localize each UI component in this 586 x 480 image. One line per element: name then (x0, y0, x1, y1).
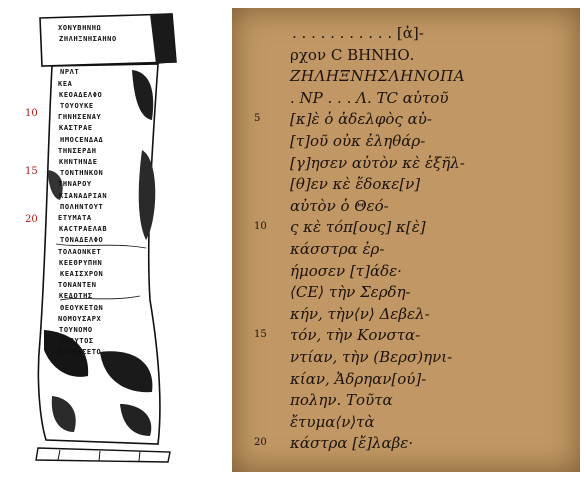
column-illustration (0, 0, 228, 480)
inscription-line: ΚΑΣΤΡΑΕ (59, 124, 93, 133)
inscription-line: ΚΕΑΙΣΧΡΟΝ (60, 270, 104, 278)
inscription-line: ΚΑΠΕΚΣΕΤΟ (58, 348, 102, 357)
inscription-line: ΧΟΝΥΒΗΝΗΩ (58, 24, 102, 32)
inscription-line: ΚΕΟΑΔΕΛΦΟ (59, 90, 103, 99)
edition-line: κάστρα [ἔ]λαβε· (290, 434, 414, 453)
edition-line: ρχον C ΒΗΝΗΟ. (290, 45, 415, 64)
edition-line: τόν, τὴν Κονστα- (290, 326, 421, 345)
edition-line-number: 15 (254, 329, 267, 341)
margin-number-15: 15 (25, 166, 38, 177)
edition-line: ήμοσεν [τ]άδε· (290, 261, 402, 280)
column-drawing (0, 0, 228, 480)
inscription-line: ΚΙΑΝΑΔΡΙΑΝ (59, 191, 108, 200)
inscription-line: ΚΗΝΤΗΝΔΕ (59, 158, 98, 166)
edition-line: [κ]ὲ ὁ ἀδελφὸς αὐ- (290, 110, 432, 129)
edition-line: κήν, τὴν⟨ν⟩ Δεβελ- (290, 304, 430, 323)
edition-line-number: 10 (254, 221, 267, 233)
edition-line: [γ]ησεν αὐτὸν κὲ ἐξῆλ- (290, 153, 465, 172)
inscription-line: ΓΗΝΗΣΕΝΑΥ (58, 113, 102, 122)
edition-line: ⟨CE⟩ τὴν Σερδη- (290, 283, 411, 302)
margin-number-10: 10 (25, 108, 38, 119)
edition-page (232, 8, 580, 472)
edition-line-number: 5 (254, 113, 261, 125)
edition-line: ἔτυμα⟨ν⟩τὰ (290, 412, 375, 431)
inscription-line: ΝΡΛΤ (60, 68, 80, 77)
inscription-line: ΚΕΔΟΤΗΣ (59, 292, 93, 301)
inscription-line: ΤΟΥΝΟΜΟ (59, 326, 93, 334)
edition-line: ντίαν, τὴν (Βερσ)ηνι- (290, 348, 453, 366)
inscription-line: ΤΟΝΤΗΝΚΟΝ (60, 169, 104, 178)
edition-line: κάσστρα ἐρ- (290, 240, 385, 258)
edition-line: [θ]εν κὲ ἔδοκε[ν] (290, 175, 421, 194)
inscription-line: ΤΟΛΑΟΝΚΕΤ (58, 247, 102, 256)
inscription-line: ΤΗΝΣΕΡΔΗ (58, 146, 97, 155)
edition-line: . . . . . . . . . . . [ἀ]- (292, 24, 424, 42)
edition-line: ς κὲ τόπ[ους] κ[ὲ] (290, 218, 426, 237)
margin-number-20: 20 (25, 214, 38, 225)
edition-line-number: 20 (254, 437, 267, 449)
inscription-line: ΤΟΝΑΔΕΛΦΟ (60, 236, 104, 245)
inscription-line: ΚΕΑ (58, 79, 73, 88)
inscription-line: ΤΗΝΑΡΟΥ (58, 180, 92, 189)
inscription-line: ΝΟΜΟΥΣΑΡΧ (58, 314, 102, 323)
edition-line: πολην. Τοῦτα (290, 391, 393, 410)
inscription-line: ΚΑCΤΡΑΕΛΑΒ (59, 225, 108, 234)
inscription-line: ΠΟΛΗΝΤΟΥΤ (60, 202, 104, 211)
inscription-line: ΖΗΛΗΞΝΗΣΑΗΝΟ (59, 35, 117, 44)
inscription-line: ΚΕΕΘΡΥΠΗΝ (59, 258, 103, 267)
inscription-line: ΤΟΝΑΝΤΕΝ (58, 281, 97, 290)
inscription-line: ΗΜΟCΕΝΔΑΔ (60, 135, 104, 144)
inscription-line: ΘΕΟΥΚΕΤΩΝ (60, 303, 104, 312)
edition-line: . ΝΡ . . . Λ. ΤC αὐτοῦ (290, 88, 449, 107)
inscription-line: ΤΟΥΟΥΚΕ (60, 102, 94, 110)
inscription-line: ΕΤΥΜΑΤΑ (58, 214, 92, 222)
edition-line: αὐτὸν ὁ Θεό- (290, 196, 389, 215)
edition-line: ΖΗΛΗΞΝΗΣΛΗΝΟΠΑ (290, 67, 466, 86)
inscription-line: ΚΕΟΥΤΟΣ (60, 337, 94, 346)
edition-line: κίαν, Ἀδρηαν[ού]- (290, 369, 427, 388)
edition-line: [τ]οῦ οὐκ ἐληθάρ- (290, 132, 426, 150)
